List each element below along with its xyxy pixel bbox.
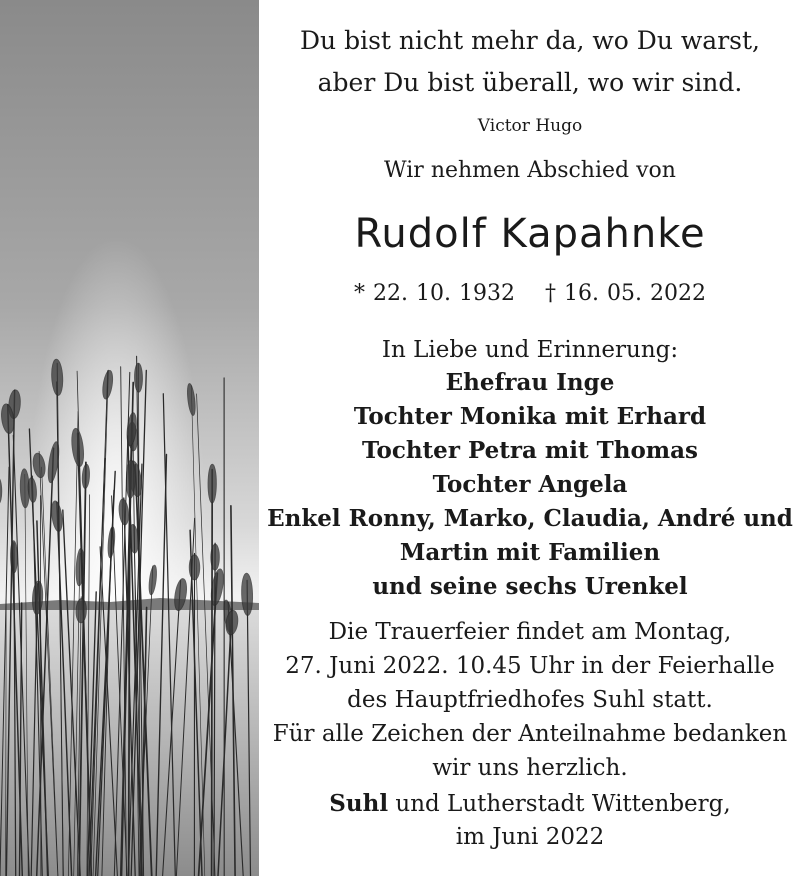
funeral-line: Die Trauerfeier findet am Montag, xyxy=(328,619,732,645)
mourner-line: Enkel Ronny, Marko, Claudia, André und xyxy=(267,505,793,532)
closing-place xyxy=(262,792,798,816)
reed-plume xyxy=(208,464,216,503)
mourners-intro: In Liebe und Erinnerung: xyxy=(381,337,679,363)
mourner-line: Martin mit Familien xyxy=(399,539,661,566)
quote-line-1: Du bist nicht mehr da, wo Du warst, xyxy=(300,26,760,55)
funeral-line: 27. Juni 2022. 10.45 Uhr in der Feierhalle xyxy=(285,653,775,679)
birth-symbol: * xyxy=(354,281,366,306)
closing-place-rest: und Lutherstadt Wittenberg, xyxy=(388,791,731,817)
funeral-line: Für alle Zeichen der Anteilnahme bedanken xyxy=(272,721,788,747)
mourner-line: Ehefrau Inge xyxy=(445,369,615,396)
reed-lake-photo xyxy=(0,0,259,876)
farewell-intro: Wir nehmen Abschied von xyxy=(384,158,676,183)
obituary-text xyxy=(262,0,798,876)
reed-stem xyxy=(212,470,213,876)
deceased-name: Rudolf Kapahnke xyxy=(354,211,706,257)
mourner-line: Tochter Angela xyxy=(432,471,628,498)
mourner-line: und seine sechs Urenkel xyxy=(372,573,688,600)
closing-date: im Juni 2022 xyxy=(455,824,605,850)
death-date: 16. 05. 2022 xyxy=(564,281,706,306)
quote-author: Victor Hugo xyxy=(477,116,583,136)
funeral-line: des Hauptfriedhofes Suhl statt. xyxy=(347,687,713,713)
reed-plume xyxy=(76,598,87,623)
quote-line-2: aber Du bist überall, wo wir sind. xyxy=(317,68,743,97)
mourner-line: Tochter Petra mit Thomas xyxy=(362,437,698,464)
funeral-line: wir uns herzlich. xyxy=(432,755,628,781)
life-dates xyxy=(262,283,798,305)
closing-place-bold: Suhl xyxy=(329,790,389,817)
death-symbol: † xyxy=(545,281,556,306)
mourner-line: Tochter Monika mit Erhard xyxy=(353,403,707,430)
reed-plume xyxy=(126,460,135,498)
reed-plume xyxy=(134,363,142,392)
birth-date: 22. 10. 1932 xyxy=(373,281,515,306)
